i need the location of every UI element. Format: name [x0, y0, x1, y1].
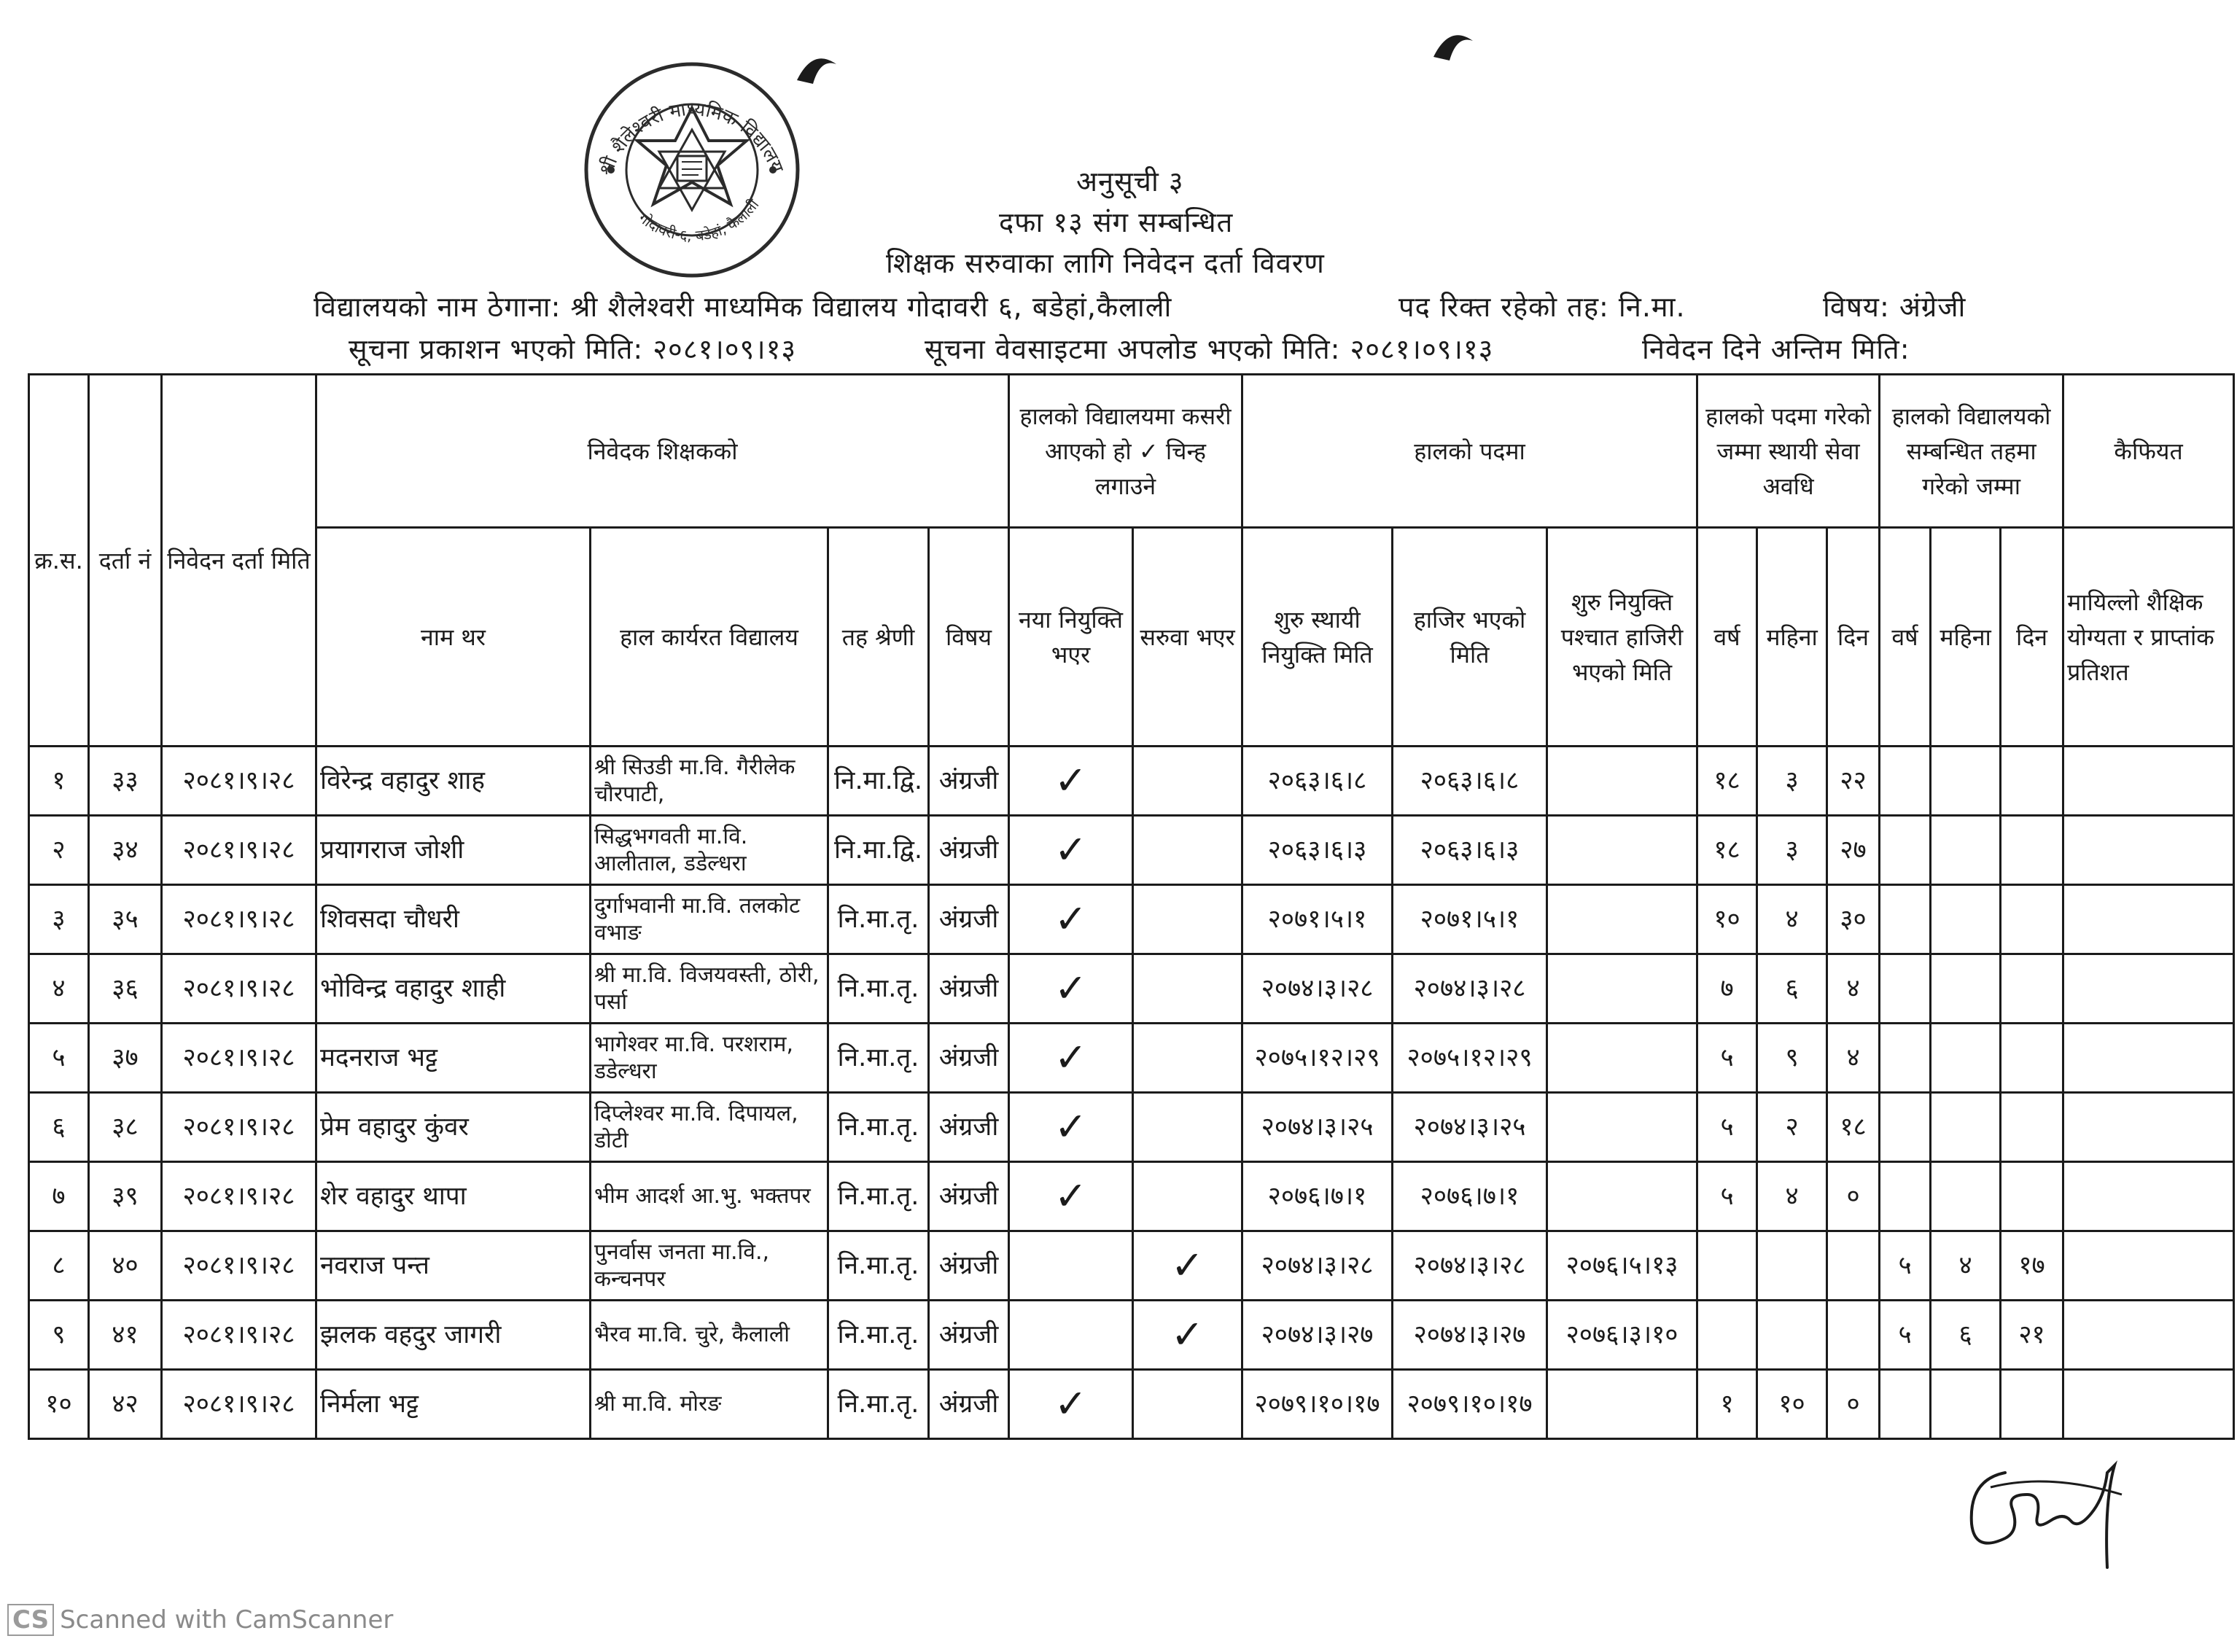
cell-perm-appt-date: २०७४।३।२५ — [1242, 1093, 1393, 1162]
cell-new-appointment-tick: ✓ — [1009, 954, 1133, 1024]
cell-service-year — [1697, 1301, 1757, 1370]
cell-new-appointment-tick: ✓ — [1009, 1370, 1133, 1439]
col-month: महिना — [1757, 528, 1827, 747]
cell-remarks — [2063, 816, 2234, 885]
cell-school-day — [2001, 954, 2063, 1024]
upload-label: सूचना वेवसाइटमा अपलोड भएको मिति: — [925, 333, 1341, 365]
col-applicant: निवेदक शिक्षकको — [316, 375, 1009, 528]
cell-current-school: श्री मा.वि. विजयवस्ती, ठोरी, पर्सा — [591, 954, 828, 1024]
cell-school-day — [2001, 1162, 2063, 1231]
cell-service-month: ४ — [1757, 1162, 1827, 1231]
level-label: पद रिक्त रहेको तह: — [1398, 291, 1609, 323]
cell-current-school: दिप्लेश्वर मा.वि. दिपायल, डोटी — [591, 1093, 828, 1162]
cell-remarks — [2063, 1301, 2234, 1370]
cell-app-date: २०८१।९।२८ — [162, 1301, 316, 1370]
table-row — [29, 885, 2234, 954]
school-info-line — [314, 287, 1172, 325]
cell-school-month: ४ — [1931, 1231, 2001, 1301]
cell-sn: ३ — [29, 885, 89, 954]
cell-reg-no: ४० — [89, 1231, 162, 1301]
cell-after-first-join — [1547, 1370, 1697, 1439]
col-transfer: सरुवा भएर — [1133, 528, 1242, 747]
table-row — [29, 1162, 2234, 1231]
cell-reg-no: ३७ — [89, 1024, 162, 1093]
upload-date-line — [925, 330, 1493, 367]
cell-app-date: २०८१।९।२८ — [162, 747, 316, 816]
cell-service-year: १० — [1697, 885, 1757, 954]
cell-remarks — [2063, 1162, 2234, 1231]
cell-school-year — [1880, 885, 1931, 954]
cell-school-year — [1880, 1162, 1931, 1231]
cell-school-year — [1880, 747, 1931, 816]
school-label: विद्यालयको नाम ठेगाना: — [314, 291, 561, 323]
cell-transfer-tick: ✓ — [1133, 1301, 1242, 1370]
cell-perm-appt-date: २०७४।३।२७ — [1242, 1301, 1393, 1370]
cell-join-date: २०७४।३।२७ — [1393, 1301, 1547, 1370]
cell-level: नि.मा.द्वि. — [828, 747, 929, 816]
cell-join-date: २०६३।६।८ — [1393, 747, 1547, 816]
schedule-title: अनुसूची ३ — [1076, 165, 1184, 198]
cell-after-first-join — [1547, 1093, 1697, 1162]
deadline-label: निवेदन दिने अन्तिम मिति: — [1642, 333, 1910, 365]
cell-service-month — [1757, 1301, 1827, 1370]
cell-after-first-join — [1547, 747, 1697, 816]
cell-school-day — [2001, 1024, 2063, 1093]
col-day: दिन — [1827, 528, 1880, 747]
cell-subject: अंग्रजी — [929, 1370, 1009, 1439]
col-app-date: निवेदन दर्ता मिति — [162, 375, 316, 747]
col-sn: क्र.स. — [29, 375, 89, 747]
cell-school-year — [1880, 1370, 1931, 1439]
cell-perm-appt-date: २०७६।७।१ — [1242, 1162, 1393, 1231]
cell-app-date: २०८१।९।२८ — [162, 1370, 316, 1439]
cell-transfer-tick — [1133, 747, 1242, 816]
cell-perm-appt-date: २०७९।१०।१७ — [1242, 1370, 1393, 1439]
svg-text:गोदावरी-६, बडेहां, कैलाली: गोदावरी-६, बडेहां, कैलाली — [635, 195, 763, 245]
col-qualification: मायिल्लो शैक्षिक योग्यता र प्राप्तांक प्रतिशत — [2063, 528, 2234, 747]
cell-name: प्रयागराज जोशी — [316, 816, 591, 885]
col-reg-no: दर्ता नं — [89, 375, 162, 747]
cell-service-day: १८ — [1827, 1093, 1880, 1162]
cell-perm-appt-date: २०७४।३।२८ — [1242, 1231, 1393, 1301]
cell-app-date: २०८१।९।२८ — [162, 1093, 316, 1162]
cell-service-month: ९ — [1757, 1024, 1827, 1093]
cell-name: विरेन्द्र वहादुर शाह — [316, 747, 591, 816]
cell-reg-no: ३४ — [89, 816, 162, 885]
document-title: शिक्षक सरुवाका लागि निवेदन दर्ता विवरण — [886, 247, 1325, 279]
col-new-appointment: नया नियुक्ति भएर — [1009, 528, 1133, 747]
cell-school-year — [1880, 954, 1931, 1024]
col-subject: विषय — [929, 528, 1009, 747]
cell-service-year: ७ — [1697, 954, 1757, 1024]
cell-current-school: सिद्धभगवती मा.वि. आलीताल, डडेल्धरा — [591, 816, 828, 885]
cell-school-day: २१ — [2001, 1301, 2063, 1370]
subject-value: अंग्रेजी — [1899, 291, 1966, 323]
cell-current-school: श्री मा.वि. मोरङ — [591, 1370, 828, 1439]
cell-subject: अंग्रजी — [929, 1093, 1009, 1162]
cell-name: शेर वहादुर थापा — [316, 1162, 591, 1231]
deadline-line — [1642, 330, 1910, 367]
cell-school-month — [1931, 1370, 2001, 1439]
school-value: श्री शैलेश्वरी माध्यमिक विद्यालय गोदावरी ६, बडेहां,कैलाली — [570, 291, 1172, 323]
cell-join-date: २०७६।७।१ — [1393, 1162, 1547, 1231]
cell-service-year: १ — [1697, 1370, 1757, 1439]
cell-transfer-tick — [1133, 1162, 1242, 1231]
cell-service-month: ३ — [1757, 747, 1827, 816]
cell-level: नि.मा.तृ. — [828, 1162, 929, 1231]
cell-subject: अंग्रजी — [929, 954, 1009, 1024]
cell-sn: ५ — [29, 1024, 89, 1093]
cell-after-first-join — [1547, 816, 1697, 885]
cell-school-day — [2001, 747, 2063, 816]
col-how-came: हालको विद्यालयमा कसरी आएको हो ✓ चिन्ह लगाउने — [1009, 375, 1242, 528]
cell-reg-no: ३९ — [89, 1162, 162, 1231]
vacant-level — [1398, 287, 1686, 325]
cell-current-school: श्री सिउडी मा.वि. गैरीलेक चौरपाटी, — [591, 747, 828, 816]
cell-service-day — [1827, 1301, 1880, 1370]
cell-service-month: ३ — [1757, 816, 1827, 885]
cell-after-first-join — [1547, 885, 1697, 954]
cell-service-year: ५ — [1697, 1093, 1757, 1162]
cell-remarks — [2063, 954, 2234, 1024]
cell-app-date: २०८१।९।२८ — [162, 885, 316, 954]
cell-remarks — [2063, 885, 2234, 954]
cell-level: नि.मा.तृ. — [828, 1024, 929, 1093]
cell-school-month — [1931, 885, 2001, 954]
cell-transfer-tick — [1133, 954, 1242, 1024]
cell-sn: ९ — [29, 1301, 89, 1370]
cell-app-date: २०८१।९।२८ — [162, 1231, 316, 1301]
cell-remarks — [2063, 1093, 2234, 1162]
cell-sn: १ — [29, 747, 89, 816]
table-row — [29, 954, 2234, 1024]
cell-new-appointment-tick: ✓ — [1009, 816, 1133, 885]
col-year: वर्ष — [1697, 528, 1757, 747]
table-row — [29, 1301, 2234, 1370]
cell-new-appointment-tick — [1009, 1231, 1133, 1301]
cell-reg-no: ३६ — [89, 954, 162, 1024]
cell-school-month — [1931, 747, 2001, 816]
col-name: नाम थर — [316, 528, 591, 747]
cell-name: नवराज पन्त — [316, 1231, 591, 1301]
cell-name: निर्मला भट्ट — [316, 1370, 591, 1439]
cell-service-day: ४ — [1827, 954, 1880, 1024]
cell-perm-appt-date: २०७१।५।१ — [1242, 885, 1393, 954]
col-school-service: हालको विद्यालयको सम्बन्धित तहमा गरेको जम्मा — [1880, 375, 2063, 528]
cell-level: नि.मा.तृ. — [828, 885, 929, 954]
subject-label: विषय: — [1823, 291, 1890, 323]
col-current-school: हाल कार्यरत विद्यालय — [591, 528, 828, 747]
cell-level: नि.मा.तृ. — [828, 954, 929, 1024]
cell-service-month — [1757, 1231, 1827, 1301]
cell-perm-appt-date: २०६३।६।८ — [1242, 747, 1393, 816]
table-row — [29, 1093, 2234, 1162]
cell-school-year — [1880, 1093, 1931, 1162]
cell-remarks — [2063, 1024, 2234, 1093]
cell-new-appointment-tick: ✓ — [1009, 747, 1133, 816]
cell-school-month — [1931, 816, 2001, 885]
cell-name: झलक वहदुर जागरी — [316, 1301, 591, 1370]
cell-level: नि.मा.तृ. — [828, 1301, 929, 1370]
col-join-date: हाजिर भएको मिति — [1393, 528, 1547, 747]
cell-after-first-join — [1547, 954, 1697, 1024]
cell-transfer-tick — [1133, 816, 1242, 885]
application-register-table — [28, 373, 2235, 1440]
col-current-post: हालको पदमा — [1242, 375, 1697, 528]
cell-after-first-join: २०७६।३।१० — [1547, 1301, 1697, 1370]
cell-app-date: २०८१।९।२८ — [162, 1024, 316, 1093]
cell-join-date: २०७५।१२।२९ — [1393, 1024, 1547, 1093]
cell-after-first-join — [1547, 1024, 1697, 1093]
cell-school-day — [2001, 816, 2063, 885]
cell-school-day — [2001, 885, 2063, 954]
cell-after-first-join: २०७६।५।१३ — [1547, 1231, 1697, 1301]
upload-value: २०८१।०९।१३ — [1350, 333, 1494, 365]
cell-reg-no: ३८ — [89, 1093, 162, 1162]
signature — [1961, 1451, 2136, 1578]
cell-new-appointment-tick — [1009, 1301, 1133, 1370]
cell-transfer-tick — [1133, 1370, 1242, 1439]
cell-subject: अंग्रजी — [929, 747, 1009, 816]
cell-school-month — [1931, 1093, 2001, 1162]
cell-join-date: २०७१।५।१ — [1393, 885, 1547, 954]
cell-reg-no: ४१ — [89, 1301, 162, 1370]
cell-subject: अंग्रजी — [929, 1231, 1009, 1301]
cell-perm-appt-date: २०७५।१२।२९ — [1242, 1024, 1393, 1093]
school-seal — [582, 60, 802, 280]
cell-join-date: २०७४।३।२८ — [1393, 954, 1547, 1024]
cell-remarks — [2063, 1231, 2234, 1301]
cell-reg-no: ४२ — [89, 1370, 162, 1439]
notice-label: सूचना प्रकाशन भएको मिति: — [349, 333, 644, 365]
cell-level: नि.मा.तृ. — [828, 1370, 929, 1439]
cell-app-date: २०८१।९।२८ — [162, 954, 316, 1024]
cell-school-year — [1880, 1024, 1931, 1093]
cell-school-year: ५ — [1880, 1231, 1931, 1301]
col-month: महिना — [1931, 528, 2001, 747]
cell-perm-appt-date: २०७४।३।२८ — [1242, 954, 1393, 1024]
cell-new-appointment-tick: ✓ — [1009, 1093, 1133, 1162]
cell-school-year — [1880, 816, 1931, 885]
cell-new-appointment-tick: ✓ — [1009, 1162, 1133, 1231]
table-row — [29, 1024, 2234, 1093]
cell-transfer-tick — [1133, 1093, 1242, 1162]
cell-join-date: २०७४।३।२५ — [1393, 1093, 1547, 1162]
cell-service-day: २७ — [1827, 816, 1880, 885]
table-row — [29, 816, 2234, 885]
cell-transfer-tick — [1133, 885, 1242, 954]
cell-level: नि.मा.तृ. — [828, 1093, 929, 1162]
table-row — [29, 747, 2234, 816]
cell-school-month — [1931, 1024, 2001, 1093]
col-day: दिन — [2001, 528, 2063, 747]
cell-sn: २ — [29, 816, 89, 885]
svg-text:श्री शैलेश्वरी माध्यमिक विद्या: श्री शैलेश्वरी माध्यमिक विद्यालय — [595, 98, 788, 179]
cell-service-year: १८ — [1697, 747, 1757, 816]
cell-service-year: ५ — [1697, 1162, 1757, 1231]
cell-service-day: ४ — [1827, 1024, 1880, 1093]
cell-subject: अंग्रजी — [929, 1162, 1009, 1231]
col-year: वर्ष — [1880, 528, 1931, 747]
cell-school-year: ५ — [1880, 1301, 1931, 1370]
cell-transfer-tick — [1133, 1024, 1242, 1093]
punch-hole-mark — [791, 51, 842, 98]
cell-service-day — [1827, 1231, 1880, 1301]
col-after-first-join: शुरु नियुक्ति पश्चात हाजिरी भएको मिति — [1547, 528, 1697, 747]
scanner-watermark — [7, 1604, 393, 1636]
cell-transfer-tick: ✓ — [1133, 1231, 1242, 1301]
cell-school-day: १७ — [2001, 1231, 2063, 1301]
cell-current-school: भैरव मा.वि. चुरे, कैलाली — [591, 1301, 828, 1370]
cell-service-day: ० — [1827, 1370, 1880, 1439]
cell-sn: ७ — [29, 1162, 89, 1231]
cell-perm-appt-date: २०६३।६।३ — [1242, 816, 1393, 885]
col-total-service: हालको पदमा गरेको जम्मा स्थायी सेवा अवधि — [1697, 375, 1880, 528]
cell-subject: अंग्रजी — [929, 1024, 1009, 1093]
cell-join-date: २०६३।६।३ — [1393, 816, 1547, 885]
cell-sn: १० — [29, 1370, 89, 1439]
cell-service-month: २ — [1757, 1093, 1827, 1162]
table-row — [29, 1231, 2234, 1301]
cell-remarks — [2063, 747, 2234, 816]
cell-reg-no: ३३ — [89, 747, 162, 816]
camscanner-logo: CS — [7, 1604, 54, 1636]
cell-school-month — [1931, 954, 2001, 1024]
cell-subject: अंग्रजी — [929, 885, 1009, 954]
cell-school-month — [1931, 1162, 2001, 1231]
cell-level: नि.मा.तृ. — [828, 1231, 929, 1301]
cell-reg-no: ३५ — [89, 885, 162, 954]
cell-service-month: ४ — [1757, 885, 1827, 954]
cell-current-school: भीम आदर्श आ.भु. भक्तपर — [591, 1162, 828, 1231]
cell-current-school: भागेश्वर मा.वि. परशराम, डडेल्धरा — [591, 1024, 828, 1093]
cell-level: नि.मा.द्वि. — [828, 816, 929, 885]
cell-sn: ४ — [29, 954, 89, 1024]
cell-name: शिवसदा चौधरी — [316, 885, 591, 954]
cell-new-appointment-tick: ✓ — [1009, 885, 1133, 954]
cell-service-month: ६ — [1757, 954, 1827, 1024]
cell-app-date: २०८१।९।२८ — [162, 1162, 316, 1231]
cell-service-day: २२ — [1827, 747, 1880, 816]
subject-info — [1823, 287, 1966, 325]
cell-join-date: २०७४।३।२८ — [1393, 1231, 1547, 1301]
punch-hole-mark — [1428, 28, 1479, 74]
cell-service-month: १० — [1757, 1370, 1827, 1439]
col-remarks: कैफियत — [2063, 375, 2234, 528]
cell-new-appointment-tick: ✓ — [1009, 1024, 1133, 1093]
cell-sn: ६ — [29, 1093, 89, 1162]
notice-value: २०८१।०९।१३ — [653, 333, 797, 365]
cell-subject: अंग्रजी — [929, 816, 1009, 885]
cell-after-first-join — [1547, 1162, 1697, 1231]
cell-sn: ८ — [29, 1231, 89, 1301]
level-value: नि.मा. — [1618, 291, 1686, 323]
notice-date-line — [349, 330, 796, 367]
cell-service-day: ० — [1827, 1162, 1880, 1231]
col-level: तह श्रेणी — [828, 528, 929, 747]
cell-name: भोविन्द्र वहादुर शाही — [316, 954, 591, 1024]
cell-school-day — [2001, 1370, 2063, 1439]
watermark-text: Scanned with CamScanner — [60, 1605, 394, 1635]
cell-service-year — [1697, 1231, 1757, 1301]
col-perm-appt-date: शुरु स्थायी नियुक्ति मिति — [1242, 528, 1393, 747]
table-row — [29, 1370, 2234, 1439]
cell-current-school: पुनर्वास जनता मा.वि., कन्चनपर — [591, 1231, 828, 1301]
cell-name: मदनराज भट्ट — [316, 1024, 591, 1093]
cell-service-year: ५ — [1697, 1024, 1757, 1093]
cell-join-date: २०७९।१०।१७ — [1393, 1370, 1547, 1439]
cell-school-day — [2001, 1093, 2063, 1162]
cell-app-date: २०८१।९।२८ — [162, 816, 316, 885]
section-reference: दफा १३ संग सम्बन्धित — [999, 206, 1234, 238]
cell-service-day: ३० — [1827, 885, 1880, 954]
cell-current-school: दुर्गाभवानी मा.वि. तलकोट वभाङ — [591, 885, 828, 954]
cell-school-month: ६ — [1931, 1301, 2001, 1370]
cell-service-year: १८ — [1697, 816, 1757, 885]
cell-name: प्रेम वहादुर कुंवर — [316, 1093, 591, 1162]
cell-subject: अंग्रजी — [929, 1301, 1009, 1370]
cell-remarks — [2063, 1370, 2234, 1439]
